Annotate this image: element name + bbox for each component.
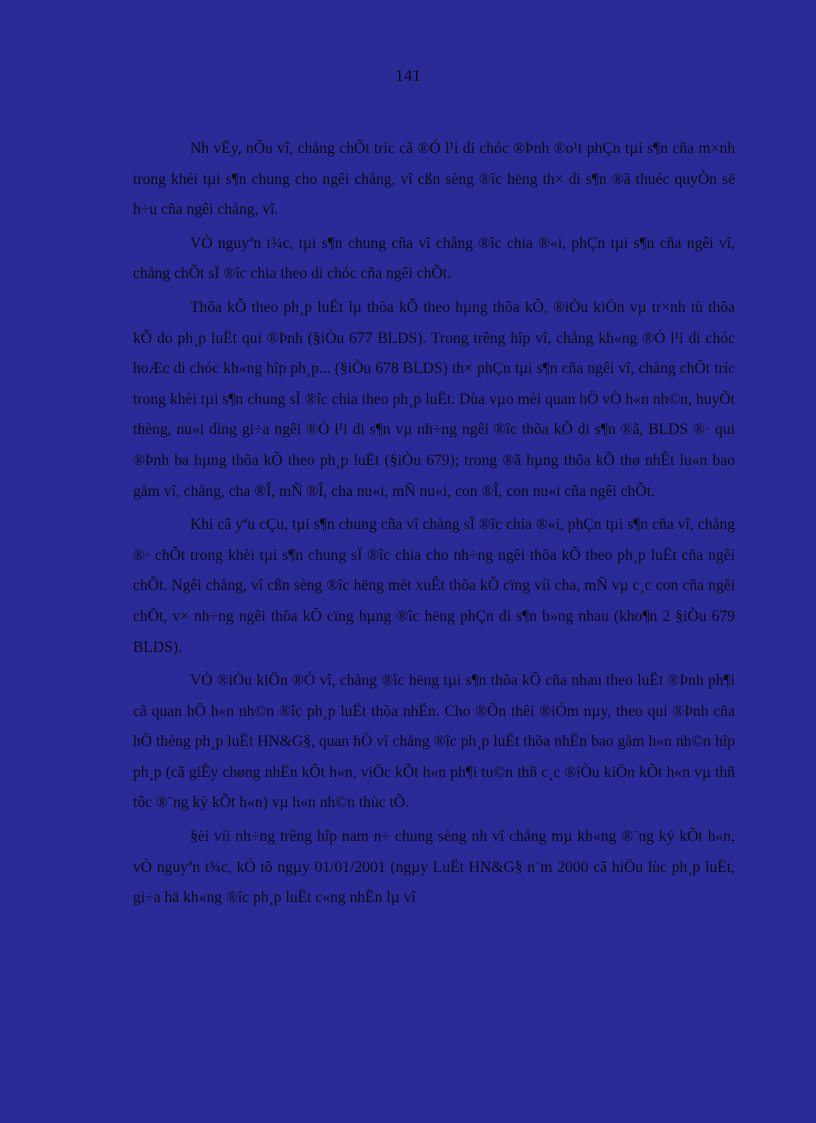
body-text xyxy=(133,134,735,917)
paragraph-3: Thõa kÕ theo ph¸p luËt lµ thõa kÕ theo hµng thõa kÕ, ®iÒu kiÖn vµ tr×nh tù thõa kÕ do ph¸p luËt qui ®Þnh (§iÒu 677 BLDS). Trong trêng hîp vî, chång kh«ng ®Ó l¹i di chóc hoÆc di chóc kh«ng hîp ph¸p... (§iÒu 678 BLDS) th× phÇn tµi s¶n cña ngêi vî, chång chÕt tríc trong khèi tµi s¶n chung sÏ ®îc chia theo ph¸p luËt. Dùa vµo mèi quan hÖ vÒ h«n nh©n, huyÕt thèng, nu«i dìng gi÷a ngêi ®Ó l¹i di s¶n vµ nh÷ng ngêi ®îc thõa kÕ di s¶n ®ã, BLDS ®· qui ®Þnh ba hµng thõa kÕ theo ph¸p luËt (§iÒu 679); trong ®ã hµng thõa kÕ thø nhÊt lu«n bao gåm vî, chång, cha ®Î, mÑ ®Î, cha nu«i, mÑ nu«i, con ®Î, con nu«i cña ngêi chÕt. xyxy=(133,298,735,500)
paragraph-6: §èi víi nh÷ng trêng hîp nam n÷ chung sèng nh vî chång mµ kh«ng ®¨ng ký kÕt h«n, vÒ nguyªn t¾c, kÓ tõ ngµy 01/01/2001 (ngµy LuËt HN&G§ n¨m 2000 cã hiÖu lùc ph¸p luËt, gi÷a hä kh«ng ®îc ph¸p luËt c«ng nhËn lµ vî xyxy=(133,828,735,907)
paragraph-4: Khi cã yªu cÇu, tµi s¶n chung cña vî chång sÏ ®îc chia ®«i, phÇn tµi s¶n cña vî, chång ®· chÕt trong khèi tµi s¶n chung sÏ ®îc chia cho nh÷ng ngêi thõa kÕ theo ph¸p luËt cña ngêi chÕt. Ngêi chång, vî cßn sèng ®îc hëng mét xuÊt thõa kÕ cïng víi cha, mÑ vµ c¸c con cña ngêi chÕt, v× nh÷ng ngêi thõa kÕ cïng hµng ®îc hëng phÇn di s¶n b»ng nhau (kho¶n 2 §iÒu 679 BLDS). xyxy=(133,516,735,656)
page-number: 141 xyxy=(395,66,421,85)
paragraph-1: Nh vËy, nÕu vî, chång chÕt tríc cã ®Ó l¹i di chóc ®Þnh ®o¹t phÇn tµi s¶n cña m×nh trong khèi tµi s¶n chung cho ngêi chång, vî cßn sèng ®îc hëng th× di s¶n ®ã thuéc quyÒn së h÷u cña ngêi chång, vî. xyxy=(133,140,735,219)
paragraph-5: VÒ ®iÒu kiÖn ®Ó vî, chång ®îc hëng tµi s¶n thõa kÕ cña nhau theo luËt ®Þnh ph¶i cã quan hÖ h«n nh©n ®îc ph¸p luËt thõa nhËn. Cho ®Õn thêi ®iÓm nµy, theo qui ®Þnh cña hÖ thèng ph¸p luËt HN&G§, quan hÖ vî chång ®îc ph¸p luËt thõa nhËn bao gåm h«n nh©n hîp ph¸p (cã giÊy chøng nhËn kÕt h«n, viÖc kÕt h«n ph¶i tu©n thñ c¸c ®iÒu kiÖn kÕt h«n vµ thñ tôc ®¨ng ký kÕt h«n) vµ h«n nh©n thùc tÕ. xyxy=(133,672,735,812)
paragraph-2: VÒ nguyªn t¾c, tµi s¶n chung cña vî chång ®îc chia ®«i, phÇn tµi s¶n cña ngêi vî, chång chÕt sÏ ®îc chia theo di chóc cña ngêi chÕt. xyxy=(133,234,735,283)
